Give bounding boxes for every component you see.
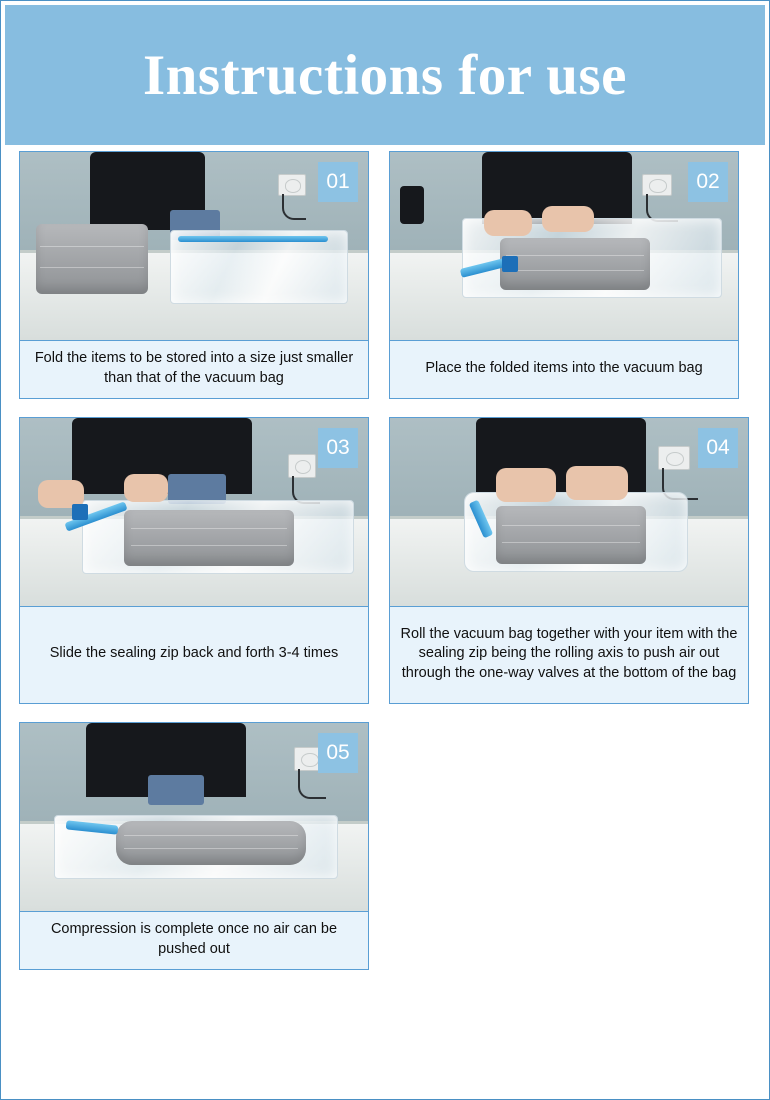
page-title: Instructions for use [143,43,627,107]
step-photo-01 [20,152,368,341]
step-card-01 [19,151,369,399]
folded-towel [124,510,294,566]
right-hand [542,206,594,232]
compressed-towel [116,821,306,865]
left-hand [496,468,556,502]
step-badge-05: 05 [318,733,358,773]
step-caption-05: Compression is complete once no air can be pushed out [50,921,338,957]
page-header [5,5,765,145]
power-cord [298,769,326,799]
steps-row-1 [1,151,769,399]
wall-socket-icon [658,446,690,470]
wall-socket-icon [288,454,316,478]
wall-socket-icon [278,174,306,196]
step-photo-04 [390,418,748,607]
step-photo-03 [20,418,368,607]
folded-towel [36,224,148,294]
steps-grid [1,151,769,988]
sealing-zip [178,236,328,242]
step-photo-05 [20,723,368,912]
wall-socket-icon [642,174,672,196]
folded-towel [496,506,646,564]
step-photo-02 [390,152,738,341]
step-caption-01: Fold the items to be stored into a size just smaller than that of the vacuum bag [34,350,354,386]
step-card-02 [389,151,739,399]
step-badge-01: 01 [318,162,358,202]
zip-slider [72,504,88,520]
zip-slider [502,256,518,272]
steps-row-3 [1,722,769,970]
step-badge-02: 02 [688,162,728,202]
left-hand [484,210,532,236]
steps-row-2 [1,417,769,704]
step-card-05 [19,722,369,970]
step-caption-03: Slide the sealing zip back and forth 3-4 times [49,645,339,662]
step-badge-03: 03 [318,428,358,468]
step-caption-02: Place the folded items into the vacuum bag [425,359,703,376]
folded-towel [500,238,650,290]
right-hand [124,474,168,502]
step-card-04 [389,417,749,704]
right-hand [566,466,628,500]
person-jeans [148,775,204,805]
step-card-03 [19,417,369,704]
power-cord [282,194,306,220]
step-caption-04: Roll the vacuum bag together with your item with the sealing zip being the rolling axis to push air out through the one-way valves at the bottom of the bag [400,625,738,681]
instruction-sheet [1,1,769,1099]
step-badge-04: 04 [698,428,738,468]
background-object [400,186,424,224]
